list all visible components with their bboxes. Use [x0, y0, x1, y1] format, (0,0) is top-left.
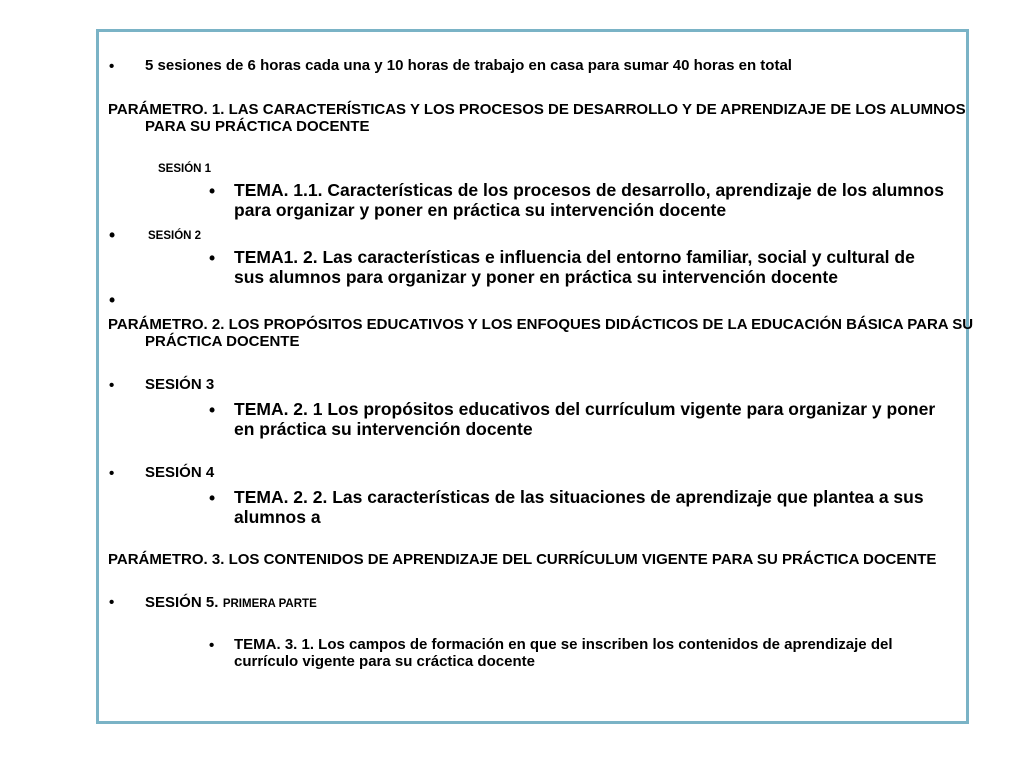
- bullet-icon: •: [109, 58, 115, 75]
- bullet-icon: •: [109, 465, 115, 482]
- topic-1-1: TEMA. 1.1. Características de los procesos de desarrollo, aprendizaje de los alumnos para organizar y poner en práctica su intervención docente: [234, 180, 944, 220]
- topic-3-1: TEMA. 3. 1. Los campos de formación en que se inscriben los contenidos de aprendizaje del currículo vigente para su cráctica docente: [234, 636, 893, 670]
- bullet-icon: •: [209, 181, 216, 201]
- session-1-label: SESIÓN 1: [158, 163, 212, 175]
- bullet-icon: •: [109, 377, 115, 394]
- bullet-icon: •: [109, 290, 116, 310]
- topic-2-1: TEMA. 2. 1 Los propósitos educativos del currículum vigente para organizar y poner en práctica su intervención docente: [234, 399, 936, 439]
- bullet-icon: •: [209, 637, 215, 654]
- bullet-icon: •: [209, 400, 216, 420]
- session-5-label: [145, 594, 317, 612]
- parameter-3-heading: PARÁMETRO. 3. LOS CONTENIDOS DE APRENDIZAJE DEL CURRÍCULUM VIGENTE PARA SU PRÁCTICA DOCENTE: [108, 551, 937, 568]
- intro-text: 5 sesiones de 6 horas cada una y 10 horas de trabajo en casa para sumar 40 horas en total: [145, 57, 792, 74]
- bullet-icon: •: [209, 488, 216, 508]
- session-2-label: SESIÓN 2: [148, 230, 202, 242]
- topic-1-2: TEMA1. 2. Las características e influencia del entorno familiar, social y cultural de sus alumnos para organizar y poner en práctica su intervención docente: [234, 247, 915, 287]
- session-5-title: SESIÓN 5.: [145, 594, 219, 611]
- bullet-icon: •: [209, 248, 216, 268]
- parameter-2-heading: PARÁMETRO. 2. LOS PROPÓSITOS EDUCATIVOS Y LOS ENFOQUES DIDÁCTICOS DE LA EDUCACIÓN BÁSICA PARA SU PRÁCTICA DOCENTE: [108, 316, 974, 350]
- bullet-icon: •: [109, 225, 116, 245]
- session-4-label: SESIÓN 4: [145, 464, 215, 481]
- parameter-1-heading: PARÁMETRO. 1. LAS CARACTERÍSTICAS Y LOS PROCESOS DE DESARROLLO Y DE APRENDIZAJE DE LOS ALUMNOS PARA SU PRÁCTICA DOCENTE: [108, 101, 966, 135]
- session-3-label: SESIÓN 3: [145, 376, 215, 393]
- topic-2-2: TEMA. 2. 2. Las características de las situaciones de aprendizaje que plantea a sus alumnos a: [234, 487, 924, 527]
- bullet-icon: •: [109, 594, 115, 611]
- session-5-subtitle: PRIMERA PARTE: [222, 598, 317, 610]
